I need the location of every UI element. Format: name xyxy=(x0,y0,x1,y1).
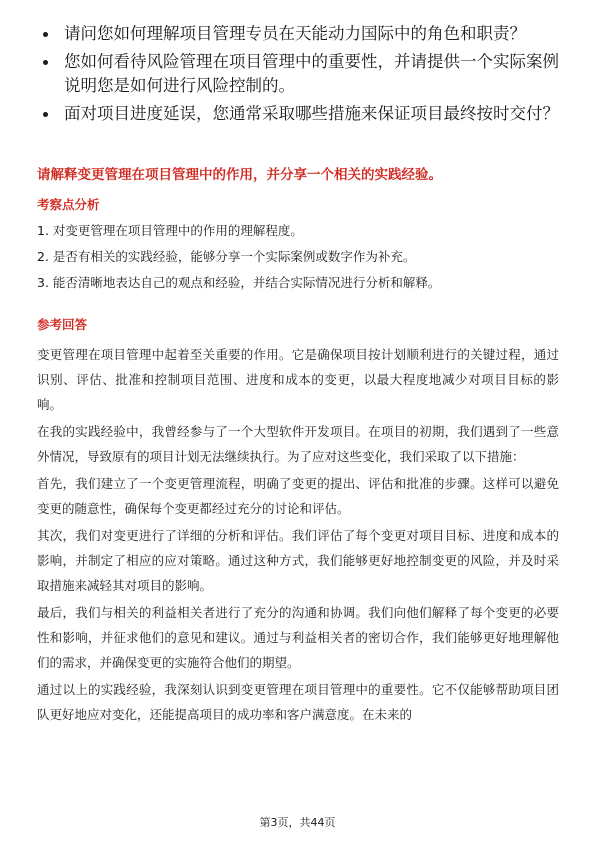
question-bullet-list xyxy=(37,22,567,130)
analysis-item: 3. 能否清晰地表达自己的观点和经验，并结合实际情况进行分析和解释。 xyxy=(37,275,441,290)
answer-paragraph: 通过以上的实践经验，我深刻认识到变更管理在项目管理中的重要性。它不仅能够帮助项目团队更好地应对变化，还能提高项目的成功率和客户满意度。在未来的 xyxy=(37,682,559,722)
bullet-dot-icon xyxy=(43,32,48,37)
answer-paragraph: 最后，我们与相关的利益相关者进行了充分的沟通和协调。我们向他们解释了每个变更的必要性和影响，并征求他们的意见和建议。通过与利益相关者的密切合作，我们能够更好地理解他们的需求，并确保变更的实施符合他们的期望。 xyxy=(37,605,559,670)
bullet-dot-icon xyxy=(43,60,48,65)
bullet-item xyxy=(37,22,567,46)
bullet-item xyxy=(37,102,567,126)
answer-paragraph: 变更管理在项目管理中起着至关重要的作用。它是确保项目按计划顺利进行的关键过程，通过识别、评估、批准和控制项目范围、进度和成本的变更，以最大程度地减少对项目目标的影响。 xyxy=(37,347,559,412)
analysis-item: 1. 对变更管理在项目管理中的作用的理解程度。 xyxy=(37,223,303,238)
page-number-footer: 第3页，共44页 xyxy=(259,816,336,829)
bullet-text: 面对项目进度延误，您通常采取哪些措施来保证项目最终按时交付？ xyxy=(64,104,559,123)
answer-paragraph: 在我的实践经验中，我曾经参与了一个大型软件开发项目。在项目的初期，我们遇到了一些意外情况，导致原有的项目计划无法继续执行。为了应对这些变化，我们采取了以下措施： xyxy=(37,424,559,464)
bullet-item xyxy=(37,50,567,98)
bullet-text: 您如何看待风险管理在项目管理中的重要性，并请提供一个实际案例说明您是如何进行风险控制的。 xyxy=(64,52,559,95)
bullet-dot-icon xyxy=(43,112,48,117)
analysis-list xyxy=(37,222,567,300)
answer-paragraph: 首先，我们建立了一个变更管理流程，明确了变更的提出、评估和批准的步骤。这样可以避免变更的随意性，确保每个变更都经过充分的讨论和评估。 xyxy=(37,476,559,516)
analysis-title: 考察点分析 xyxy=(37,197,100,212)
bullet-text: 请问您如何理解项目管理专员在天能动力国际中的角色和职责？ xyxy=(64,24,526,43)
question-heading: 请解释变更管理在项目管理中的作用，并分享一个相关的实践经验。 xyxy=(37,167,442,183)
answer-body xyxy=(37,342,559,729)
answer-title: 参考回答 xyxy=(37,317,88,332)
answer-paragraph: 其次，我们对变更进行了详细的分析和评估。我们评估了每个变更对项目目标、进度和成本的影响，并制定了相应的应对策略。通过这种方式，我们能够更好地控制变更的风险，并及时采取措施来减轻其对项目的影响。 xyxy=(37,528,559,593)
analysis-item: 2. 是否有相关的实践经验，能够分享一个实际案例或数字作为补充。 xyxy=(37,249,416,264)
